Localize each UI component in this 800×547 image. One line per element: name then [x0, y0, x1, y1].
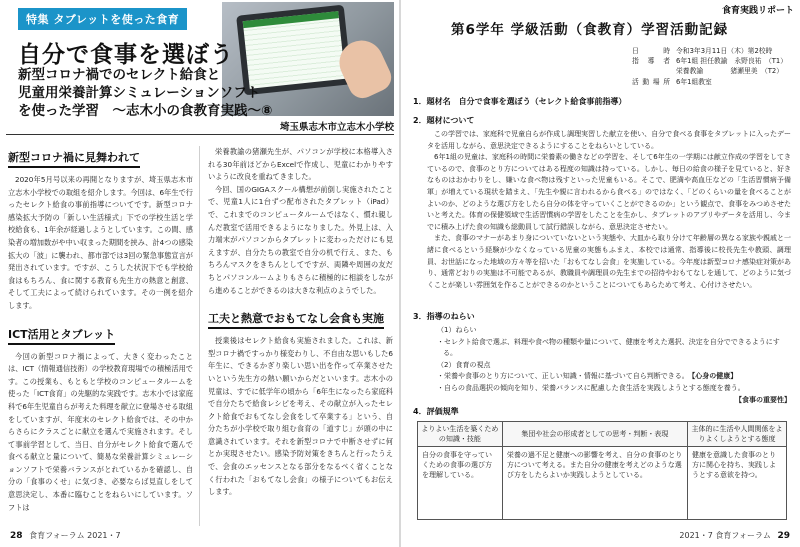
page-number: 29 [777, 531, 790, 541]
section-topic [413, 96, 791, 110]
body-paragraph: 授業後はセレクト給食も実施されました。これは、新型コロナ禍ですっかり様変わりし、不自由な思いもした6年生に、できるかぎり楽しい思い出を作って卒業させたいという先生方の熱い願いからだといいます。志木小の児童は、すでに低学年の頃から「6年生になったら家庭科で自分たちで給食レシピを考え、その献立が入ったセレクト給食でおもてなし会食をして卒業する」という、自分たちが小学校で取り組む食育の「道すじ」が頭の中に意識されています。それを新型コロナで中断させずに何とか実現させたい。感染予防対策をきちんと行ったうえで、会食のエッセンスとなる部分をなるべく省くことなく行われた「おもてなし会食」の様子についてもお伝えします。 [208, 336, 393, 497]
meta-value: 6年1組 担任教諭 永野良祐 （T1） [676, 57, 788, 66]
article-subtitle [18, 66, 308, 120]
body-paragraph: また、食事のマナーがあまり身についていないという実態や、大皿から取り分けて年齢層の異なる家族や親戚と一緒に食べるという経験が少なくなっている児童の実態もふまえ、本校では通常、指導後に校長先生や教頭、調理員、お世話になった地域の方々等を招いた「おもてなし会食」を実施している。今年度は新型コロナ感染症対策があり、通常どおりの実施は不可能であるが、教職員や調理員の先生までの招待やおもてなしを通して、どのように気づくことが楽しい雰囲気を作ることができるのかということについてもあらためて考え、心付けさせたい。 [427, 234, 791, 289]
table-header-row [418, 422, 787, 447]
page-number: 28 [10, 531, 23, 541]
table-header: よりよい生活を築くための知識・技能 [418, 422, 503, 447]
meta-key: 日時 [632, 47, 670, 55]
viewpoint-badge: 【食事の重要性】 [735, 395, 791, 404]
meta-key: 指導者 [632, 57, 670, 66]
table-cell: 健康を意識した食事のとり方に関心を持ち、実践しようとする意欲を持つ。 [687, 447, 786, 520]
header-divider [6, 134, 394, 135]
column-2 [208, 146, 393, 499]
table-header: 主体的に生活や人間関係をよりよくしようとする態度 [687, 422, 786, 447]
viewpoint-text: ・栄養や食事のとり方について、正しい知識・情報に基づいて自ら判断できる。 [437, 372, 689, 381]
magazine-name: 2021・7 食育フォーラム [679, 531, 771, 540]
article-title: 自分で食事を選ぼう [18, 42, 234, 68]
meta-row [629, 46, 790, 56]
meta-row [629, 56, 790, 66]
body-paragraph: 今回の新型コロナ禍によって、大きく変わったことは、ICT（情報通信技術）の学校教育現場での積極活用です。この授業も、もともと学校のコンピュータルームを使った「ICT食育」の先駆的な実践です。志木小では家庭科で6年生児童自らが考えた料理を献立に登場させる取組をしていますが、年度末のセレクト給食では、その中からさらにクラスごとに献立を選んで実施されます。そして事前学習として、当日、自分がセレクト給食で選んで食べる献立と量について、簡易な栄養計算シミュレーションソフトで栄養バランスがとれているかを確認し、自分の「食事のくせ」に気づき、必要ならば見直しをして意思決定し、本番に臨むことをねらいにしています。ソフトは [8, 351, 193, 512]
table-header: 集団や社会の形成者としての思考・判断・表現 [502, 422, 687, 447]
viewpoint-text: ・自らの食品選択の傾向を知り、栄養バランスに配慮した食生活を実践しようとする態度を養う。 [437, 383, 745, 392]
meta-key: 活動場所 [632, 77, 670, 86]
viewpoint-item [413, 383, 791, 395]
section-heading: 2．題材について [413, 116, 475, 125]
author-school: 埼玉県志木市立志木小学校 [279, 122, 394, 133]
series-label: 食育実践リポート [721, 6, 794, 16]
body-paragraph: この学習では、家庭科で児童自らが作成し調理実習した献立を使い、自分で食べる食事をタブレットに入ったデータを活用しながら、意思決定できるようにすることをねらいとしている。 [427, 130, 791, 150]
page-footer [679, 530, 790, 541]
meta-key [629, 66, 673, 76]
sub-heading: （2）食育の視点 [437, 360, 491, 369]
subtitle-line: を使った学習 ～志木小の食教育実践～⑧ [18, 103, 273, 120]
meta-value: 栄養教諭 猪瀬里美 （T2） [676, 67, 784, 76]
column-divider [199, 146, 200, 526]
evaluation-table [417, 421, 787, 520]
lesson-meta [629, 46, 790, 87]
body-paragraph: 今回、国のGIGAスクール構想が前倒し実施されたことで、児童1人に1台ずつ配布されたタブレット（iPad）で、これまでのコンピュータルームではなく、慣れ親しんだ教室で活用できるようになりました。外見上は、入力端末がパソコンからタブレットに変わっただけにも見えますが、自分たちの教室で自分の机で行え、また、もちろんマスクをきちんとしてですが、両隣や周囲の友だちとパソコンルームよりもさらに積極的に相談をしながら進めることができるのは大きな利点のようでした。 [208, 184, 393, 295]
meta-row [629, 77, 790, 87]
viewpoint-badge: 【心身の健康】 [691, 372, 738, 381]
meta-value: 6年1組教室 [676, 77, 712, 86]
subtitle-line: 児童用栄養計算シミュレーションソフト [18, 85, 261, 102]
table-row [418, 447, 787, 520]
record-title: 第6学年 学級活動（食教育）学習活動記録 [451, 22, 729, 38]
magazine-name: 食育フォーラム 2021・7 [29, 531, 121, 540]
aim-text: ・セレクト給食で選ぶ、料理や食べ物の種類や量について、健康を考えた選択、決定を自分でできるようにする。 [437, 337, 780, 358]
section-about [413, 115, 791, 291]
viewpoint-item [413, 371, 791, 383]
section-heading: 工夫と熱意でおもてなし会食も実施 [208, 310, 384, 329]
section-heading: 1．題材名 自分で食事を選ぼう（セレクト給食事前指導） [413, 97, 627, 106]
body-paragraph: 6年1組の児童は、家庭科の時間に栄養素の働きなどの学習を、そして6年生の一学期には献立作成の学習をしてきているので、食事のとり方についてはある程度の知識は持っている。しかし、毎日の給食の様子を見ていると、好きなものはおかわりをし、嫌いな食べ物は残すといった児童もいる。そこで、肥満や高血圧などの「生活習慣病予備軍」が増えている現状を踏まえ、「先生や親に言われるから食べる」のではなく、「どのくらいの量を食べることがよいのか、どのような選び方をしたら自分の体を守っていくことができるのか」という観点で、食事をみつめさせたいと考えた。体育の保健領域で生活習慣病の学習をしたことを生かし、タブレットのアプリやデータを活用し、今までに積み上げた食の知識も総動員して試行錯誤しながら、意思決定させたい。 [427, 153, 791, 231]
subtitle-line: 新型コロナ禍でのセレクト給食と [18, 67, 221, 83]
page-footer [10, 530, 121, 541]
section-heading: 新型コロナ禍に見舞われて [8, 149, 140, 168]
body-paragraph: 2020年5月号以来の再開となりますが、埼玉県志木市立志木小学校での取組を紹介します。今回は、6年生で行ったセレクト給食の事前指導についてです。新型コロナ感染拡大予防の「新しい生活様式」下での学校生活と学校給食も、1年余が経過しようとしています。この間、感染者の増加数がや中い収まった期間を挟み、計4つの感染拡大の「波」に襲われ、都市部では3回の緊急事態宣言が発出されています。ですが、こうした状況下でも学校給食はもちろん、食に関する教育も先生方の熱意と創意、そして工夫によって続けられています。その一例を紹介します。 [8, 175, 193, 310]
column-1 [8, 146, 193, 514]
right-page [401, 0, 800, 547]
table-cell: 自分の食事を守っていくための食事の選び方を理解している。 [418, 447, 503, 520]
meta-value: 令和3年3月11日（木）第2校時 [676, 47, 773, 55]
feature-tag: 特集 タブレットを使った食育 [18, 8, 187, 30]
section-heading: 3．指導のねらい [413, 312, 475, 321]
meta-row [629, 66, 790, 76]
body-paragraph: 栄養教諭の猪瀬先生が、パソコンが学校に本格導入される30年前ほどからExcelで作成し、児童にわかりやすいように改良を重ねてきました。 [208, 147, 393, 182]
section-evaluation [413, 406, 791, 420]
table-cell: 栄養の過不足と健康への影響を考え、自分の食事のとり方について考える。また自分の健康を考えどのような選び方をしたらよいか実践しようとしている。 [502, 447, 687, 520]
section-aims [413, 311, 791, 406]
section-heading: ICT活用とタブレット [8, 326, 115, 345]
section-heading: 4．評価規準 [413, 407, 459, 416]
sub-heading: （1）ねらい [437, 326, 477, 334]
